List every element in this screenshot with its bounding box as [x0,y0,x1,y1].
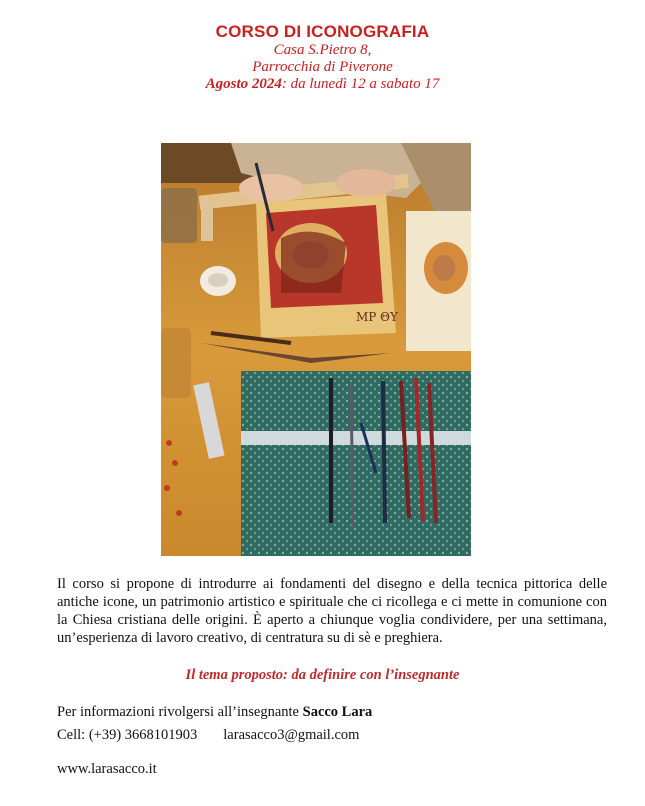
address-line-2: Parrocchia di Piverone [252,59,393,75]
info-prefix: Per informazioni rivolgersi all’insegnante [57,704,303,720]
phone-number: Cell: (+39) 3668101903 [57,727,198,743]
svg-text:ΜΡ ΘΥ: ΜΡ ΘΥ [356,310,398,324]
website-link[interactable]: www.larasacco.it [57,761,157,777]
iconography-photo [161,143,471,556]
address-line-1: Casa S.Pietro 8, [273,42,372,58]
contact-line [57,726,359,744]
course-description: Il corso si propone di introdurre ai fondamenti del disegno e della tecnica pittorica delle antiche icone, un patrimonio artistico e spirituale che ci ricollega e ci mette in comunione con la Chiesa cristiana delle origini. È aperto a chiunque voglia condividere, per una settimana, un’esperienza di lavoro creativo, di centratura su di sè e preghiera. [57,576,607,646]
date-month: Agosto 2024 [205,76,282,92]
teacher-name: Sacco Lara [302,704,373,720]
email-address[interactable]: larasacco3@gmail.com [223,727,360,743]
course-theme: Il tema proposto: da definire con l’insegnante [185,667,460,683]
info-line [57,703,372,721]
course-dates [0,76,645,93]
date-range: : da lunedì 12 a sabato 17 [281,76,440,92]
header [0,22,645,93]
course-title: CORSO DI ICONOGRAFIA [215,22,430,41]
